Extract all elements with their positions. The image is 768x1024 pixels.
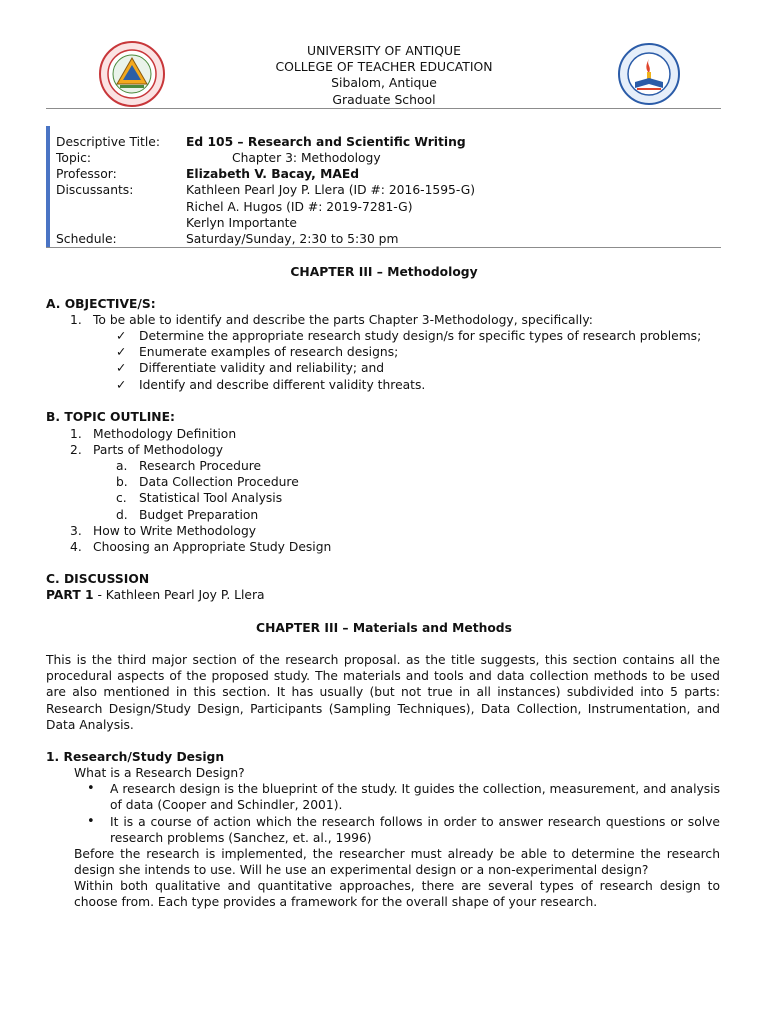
document-header (0, 43, 768, 108)
design-bullet-2: It is a course of action which the research follows in order to answer research questions or solve research problems (Sanchez, et. al., 1996) (110, 815, 720, 846)
outline-subitem: Research Procedure (139, 459, 262, 473)
university-name: UNIVERSITY OF ANTIQUE (307, 43, 461, 58)
section-title: CHAPTER III – Materials and Methods (256, 621, 512, 635)
campus-location: Sibalom, Antique (331, 75, 437, 91)
check-mark-icon: ✓ (116, 345, 127, 359)
info-divider (46, 247, 721, 248)
header-divider (46, 108, 721, 109)
professor-label: Professor: (56, 167, 117, 181)
title-value: Ed 105 – Research and Scientific Writing (186, 135, 466, 149)
title-label: Descriptive Title: (56, 135, 160, 149)
outline-heading: B. TOPIC OUTLINE: (46, 410, 175, 424)
part-line (46, 587, 265, 603)
part-presenter: - Kathleen Pearl Joy P. Llera (93, 588, 265, 602)
college-name: COLLEGE OF TEACHER EDUCATION (275, 59, 493, 75)
check-mark-icon: ✓ (116, 361, 127, 375)
bullet-icon: • (87, 814, 95, 829)
discussants-label: Discussants: (56, 183, 134, 197)
professor-value: Elizabeth V. Bacay, MAEd (186, 167, 360, 181)
objective-check-4: Identify and describe different validity threats. (139, 378, 426, 392)
discussant-1: Kathleen Pearl Joy P. Llera (ID #: 2016-1595-G) (186, 183, 476, 197)
schedule-label: Schedule: (56, 232, 117, 246)
objective-check-1: Determine the appropriate research study design/s for specific types of research problems; (139, 329, 702, 343)
outline-item: Parts of Methodology (93, 443, 224, 457)
check-mark-icon: ✓ (116, 329, 127, 343)
outline-item: How to Write Methodology (93, 524, 257, 538)
discussant-3: Kerlyn Importante (186, 216, 297, 230)
design-bullet-1: A research design is the blueprint of the study. It guides the collection, measurement, and analysis of data (Cooper and Schindler, 2001). (110, 782, 720, 813)
check-mark-icon: ✓ (116, 378, 127, 392)
design-paragraph-2: Within both qualitative and quantitative approaches, there are several types of research design to choose from. Each type provides a framework for the overall shape of your research. (74, 879, 720, 910)
outline-subitem: Data Collection Procedure (139, 475, 299, 489)
outline-number: 2. (70, 443, 82, 457)
outline-subitem: Statistical Tool Analysis (139, 491, 283, 505)
topic-value: Chapter 3: Methodology (232, 151, 381, 165)
objectives-heading: A. OBJECTIVE/S: (46, 297, 156, 311)
objective-check-3: Differentiate validity and reliability; and (139, 361, 385, 375)
discussion-heading: C. DISCUSSION (46, 572, 150, 586)
outline-subnumber: c. (116, 491, 127, 505)
bullet-icon: • (87, 781, 95, 796)
chapter-title: CHAPTER III – Methodology (290, 265, 478, 279)
design-heading: 1. Research/Study Design (46, 750, 225, 764)
outline-number: 1. (70, 427, 82, 441)
schedule-value: Saturday/Sunday, 2:30 to 5:30 pm (186, 232, 399, 246)
outline-number: 4. (70, 540, 82, 554)
outline-subnumber: b. (116, 475, 128, 489)
info-accent-bar (46, 126, 50, 248)
discussant-2: Richel A. Hugos (ID #: 2019-7281-G) (186, 200, 413, 214)
intro-paragraph: This is the third major section of the research proposal. as the title suggests, this section contains all the procedural aspects of the proposed study. The materials and tools and data collection methods to be used are also mentioned in this section. It has usually (but not true in all instances) subdivided into 5 parts: Research Design/Study Design, Participants (Sampling Techniques), Data Collection, Instrumentation, and Data Analysis. (46, 653, 720, 732)
outline-item: Methodology Definition (93, 427, 237, 441)
outline-subnumber: a. (116, 459, 128, 473)
school-name: Graduate School (332, 91, 436, 107)
objective-number: 1. (70, 313, 82, 327)
outline-number: 3. (70, 524, 82, 538)
objective-text: To be able to identify and describe the parts Chapter 3-Methodology, specifically: (93, 313, 593, 327)
objective-check-2: Enumerate examples of research designs; (139, 345, 399, 359)
part-label: PART 1 (46, 588, 94, 602)
outline-subnumber: d. (116, 508, 128, 522)
outline-subitem: Budget Preparation (139, 508, 259, 522)
topic-label: Topic: (56, 151, 92, 165)
design-question: What is a Research Design? (74, 766, 245, 780)
outline-item: Choosing an Appropriate Study Design (93, 540, 332, 554)
design-paragraph-1: Before the research is implemented, the researcher must already be able to determine the research design she intends to use. Will he use an experimental design or a non-experimental design? (74, 847, 720, 878)
